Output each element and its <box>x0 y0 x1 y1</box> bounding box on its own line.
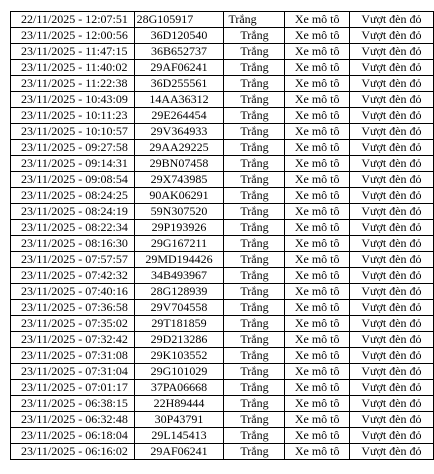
color-cell: Trắng <box>224 12 285 28</box>
table-row <box>11 444 434 460</box>
time-cell: 23/11/2025 - 08:16:30 <box>11 236 135 252</box>
vehicle-type-cell: Xe mô tô <box>285 300 349 316</box>
violation-cell: Vượt đèn đỏ <box>349 60 433 76</box>
vehicle-type-cell: Xe mô tô <box>285 380 349 396</box>
time-cell: 23/11/2025 - 07:57:57 <box>11 252 135 268</box>
violation-cell: Vượt đèn đỏ <box>349 252 433 268</box>
table-row <box>11 124 434 140</box>
time-cell: 23/11/2025 - 07:32:42 <box>11 332 135 348</box>
table-row <box>11 300 434 316</box>
vehicle-type-cell: Xe mô tô <box>285 204 349 220</box>
table-row <box>11 12 434 28</box>
plate-cell: 28G128939 <box>134 284 224 300</box>
vehicle-type-cell: Xe mô tô <box>285 188 349 204</box>
table-row <box>11 204 434 220</box>
plate-cell: 30P43791 <box>134 412 224 428</box>
violation-cell: Vượt đèn đỏ <box>349 348 433 364</box>
table-row <box>11 348 434 364</box>
plate-cell: 29E264454 <box>134 108 224 124</box>
violation-cell: Vượt đèn đỏ <box>349 188 433 204</box>
time-cell: 23/11/2025 - 10:43:09 <box>11 92 135 108</box>
time-cell: 23/11/2025 - 07:31:08 <box>11 348 135 364</box>
time-cell: 23/11/2025 - 06:32:48 <box>11 412 135 428</box>
color-cell: Trắng <box>224 252 285 268</box>
color-cell: Trắng <box>224 188 285 204</box>
vehicle-type-cell: Xe mô tô <box>285 220 349 236</box>
time-cell: 23/11/2025 - 08:22:34 <box>11 220 135 236</box>
vehicle-type-cell: Xe mô tô <box>285 108 349 124</box>
violation-cell: Vượt đèn đỏ <box>349 44 433 60</box>
plate-cell: 29T181859 <box>134 316 224 332</box>
plate-cell: 29D213286 <box>134 332 224 348</box>
violation-cell: Vượt đèn đỏ <box>349 140 433 156</box>
time-cell: 23/11/2025 - 09:08:54 <box>11 172 135 188</box>
color-cell: Trắng <box>224 60 285 76</box>
violation-cell: Vượt đèn đỏ <box>349 300 433 316</box>
table-row <box>11 252 434 268</box>
color-cell: Trắng <box>224 172 285 188</box>
violation-cell: Vượt đèn đỏ <box>349 236 433 252</box>
vehicle-type-cell: Xe mô tô <box>285 444 349 460</box>
vehicle-type-cell: Xe mô tô <box>285 172 349 188</box>
color-cell: Trắng <box>224 76 285 92</box>
color-cell: Trắng <box>224 92 285 108</box>
table-row <box>11 364 434 380</box>
table-row <box>11 220 434 236</box>
color-cell: Trắng <box>224 28 285 44</box>
time-cell: 23/11/2025 - 09:27:58 <box>11 140 135 156</box>
color-cell: Trắng <box>224 44 285 60</box>
violation-cell: Vượt đèn đỏ <box>349 92 433 108</box>
color-cell: Trắng <box>224 332 285 348</box>
vehicle-type-cell: Xe mô tô <box>285 140 349 156</box>
time-cell: 23/11/2025 - 06:16:02 <box>11 444 135 460</box>
violation-cell: Vượt đèn đỏ <box>349 204 433 220</box>
color-cell: Trắng <box>224 380 285 396</box>
vehicle-type-cell: Xe mô tô <box>285 12 349 28</box>
plate-cell: 22H89444 <box>134 396 224 412</box>
table-row <box>11 332 434 348</box>
time-cell: 23/11/2025 - 11:40:02 <box>11 60 135 76</box>
table-row <box>11 28 434 44</box>
plate-cell: 36B652737 <box>134 44 224 60</box>
plate-cell: 36D120540 <box>134 28 224 44</box>
time-cell: 23/11/2025 - 07:42:32 <box>11 268 135 284</box>
violation-cell: Vượt đèn đỏ <box>349 12 433 28</box>
table-row <box>11 172 434 188</box>
plate-cell: 36D255561 <box>134 76 224 92</box>
violation-cell: Vượt đèn đỏ <box>349 28 433 44</box>
plate-cell: 29AA29225 <box>134 140 224 156</box>
plate-cell: 29P193926 <box>134 220 224 236</box>
time-cell: 23/11/2025 - 08:24:19 <box>11 204 135 220</box>
vehicle-type-cell: Xe mô tô <box>285 428 349 444</box>
table-row <box>11 428 434 444</box>
violation-cell: Vượt đèn đỏ <box>349 76 433 92</box>
color-cell: Trắng <box>224 316 285 332</box>
time-cell: 23/11/2025 - 07:01:17 <box>11 380 135 396</box>
time-cell: 23/11/2025 - 12:00:56 <box>11 28 135 44</box>
plate-cell: 37PA06668 <box>134 380 224 396</box>
time-cell: 23/11/2025 - 08:24:25 <box>11 188 135 204</box>
color-cell: Trắng <box>224 268 285 284</box>
vehicle-type-cell: Xe mô tô <box>285 60 349 76</box>
violations-table-body <box>11 12 434 460</box>
color-cell: Trắng <box>224 204 285 220</box>
table-row <box>11 92 434 108</box>
violation-cell: Vượt đèn đỏ <box>349 108 433 124</box>
time-cell: 23/11/2025 - 09:14:31 <box>11 156 135 172</box>
plate-cell: 29G101029 <box>134 364 224 380</box>
vehicle-type-cell: Xe mô tô <box>285 156 349 172</box>
table-row <box>11 316 434 332</box>
violation-cell: Vượt đèn đỏ <box>349 428 433 444</box>
color-cell: Trắng <box>224 300 285 316</box>
plate-cell: 29V364933 <box>134 124 224 140</box>
color-cell: Trắng <box>224 156 285 172</box>
time-cell: 22/11/2025 - 12:07:51 <box>11 12 135 28</box>
color-cell: Trắng <box>224 108 285 124</box>
table-row <box>11 108 434 124</box>
violation-cell: Vượt đèn đỏ <box>349 412 433 428</box>
table-row <box>11 60 434 76</box>
color-cell: Trắng <box>224 412 285 428</box>
vehicle-type-cell: Xe mô tô <box>285 252 349 268</box>
table-row <box>11 236 434 252</box>
color-cell: Trắng <box>224 220 285 236</box>
color-cell: Trắng <box>224 364 285 380</box>
vehicle-type-cell: Xe mô tô <box>285 76 349 92</box>
color-cell: Trắng <box>224 124 285 140</box>
table-row <box>11 140 434 156</box>
vehicle-type-cell: Xe mô tô <box>285 332 349 348</box>
vehicle-type-cell: Xe mô tô <box>285 236 349 252</box>
violation-cell: Vượt đèn đỏ <box>349 332 433 348</box>
table-row <box>11 284 434 300</box>
table-row <box>11 380 434 396</box>
time-cell: 23/11/2025 - 10:10:57 <box>11 124 135 140</box>
plate-cell: 34B493967 <box>134 268 224 284</box>
violation-cell: Vượt đèn đỏ <box>349 172 433 188</box>
color-cell: Trắng <box>224 140 285 156</box>
violations-table <box>10 11 434 460</box>
table-row <box>11 412 434 428</box>
vehicle-type-cell: Xe mô tô <box>285 364 349 380</box>
violation-cell: Vượt đèn đỏ <box>349 284 433 300</box>
time-cell: 23/11/2025 - 06:38:15 <box>11 396 135 412</box>
vehicle-type-cell: Xe mô tô <box>285 92 349 108</box>
violation-cell: Vượt đèn đỏ <box>349 316 433 332</box>
time-cell: 23/11/2025 - 07:35:02 <box>11 316 135 332</box>
violation-cell: Vượt đèn đỏ <box>349 156 433 172</box>
time-cell: 23/11/2025 - 07:31:04 <box>11 364 135 380</box>
table-row <box>11 76 434 92</box>
vehicle-type-cell: Xe mô tô <box>285 44 349 60</box>
plate-cell: 29BN07458 <box>134 156 224 172</box>
table-row <box>11 156 434 172</box>
time-cell: 23/11/2025 - 07:40:16 <box>11 284 135 300</box>
plate-cell: 14AA36312 <box>134 92 224 108</box>
plate-cell: 29K103552 <box>134 348 224 364</box>
time-cell: 23/11/2025 - 07:36:58 <box>11 300 135 316</box>
color-cell: Trắng <box>224 428 285 444</box>
violation-cell: Vượt đèn đỏ <box>349 396 433 412</box>
time-cell: 23/11/2025 - 11:22:38 <box>11 76 135 92</box>
table-row <box>11 188 434 204</box>
table-row <box>11 396 434 412</box>
plate-cell: 28G105917 <box>134 12 224 28</box>
color-cell: Trắng <box>224 348 285 364</box>
time-cell: 23/11/2025 - 10:11:23 <box>11 108 135 124</box>
time-cell: 23/11/2025 - 06:18:04 <box>11 428 135 444</box>
violation-cell: Vượt đèn đỏ <box>349 268 433 284</box>
violation-cell: Vượt đèn đỏ <box>349 364 433 380</box>
vehicle-type-cell: Xe mô tô <box>285 268 349 284</box>
violation-cell: Vượt đèn đỏ <box>349 124 433 140</box>
vehicle-type-cell: Xe mô tô <box>285 412 349 428</box>
vehicle-type-cell: Xe mô tô <box>285 396 349 412</box>
plate-cell: 90AK06291 <box>134 188 224 204</box>
time-cell: 23/11/2025 - 11:47:15 <box>11 44 135 60</box>
color-cell: Trắng <box>224 444 285 460</box>
vehicle-type-cell: Xe mô tô <box>285 124 349 140</box>
vehicle-type-cell: Xe mô tô <box>285 316 349 332</box>
plate-cell: 29V704558 <box>134 300 224 316</box>
color-cell: Trắng <box>224 396 285 412</box>
vehicle-type-cell: Xe mô tô <box>285 348 349 364</box>
color-cell: Trắng <box>224 284 285 300</box>
violation-cell: Vượt đèn đỏ <box>349 380 433 396</box>
plate-cell: 29X743985 <box>134 172 224 188</box>
color-cell: Trắng <box>224 236 285 252</box>
plate-cell: 59N307520 <box>134 204 224 220</box>
violation-cell: Vượt đèn đỏ <box>349 444 433 460</box>
vehicle-type-cell: Xe mô tô <box>285 284 349 300</box>
plate-cell: 29G167211 <box>134 236 224 252</box>
violation-cell: Vượt đèn đỏ <box>349 220 433 236</box>
table-row <box>11 268 434 284</box>
plate-cell: 29AF06241 <box>134 444 224 460</box>
plate-cell: 29L145413 <box>134 428 224 444</box>
plate-cell: 29AF06241 <box>134 60 224 76</box>
vehicle-type-cell: Xe mô tô <box>285 28 349 44</box>
plate-cell: 29MD194426 <box>134 252 224 268</box>
table-row <box>11 44 434 60</box>
